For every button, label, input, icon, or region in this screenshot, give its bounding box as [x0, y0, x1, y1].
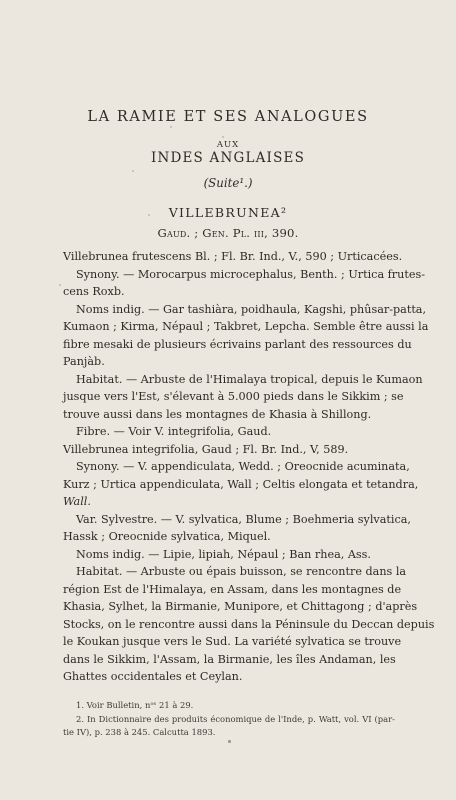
body-line: Wall.: [63, 495, 91, 508]
footnote-1: 1. Voir Bulletin, nᵒˢ 21 à 29.: [76, 700, 194, 710]
body-line: jusque vers l'Est, s'élevant à 5.000 pieds dans le Sikkim ; se: [63, 390, 404, 403]
article-title: LA RAMIE ET SES ANALOGUES: [87, 109, 369, 125]
genus-heading: VILLEBRUNEA²: [168, 205, 288, 220]
body-line: Stocks, on le rencontre aussi dans la Péninsule du Deccan depuis: [63, 618, 435, 631]
body-line: Synony. — Morocarpus microcephalus, Benth. ; Urtica frutes-: [76, 268, 425, 281]
scan-speck: [228, 740, 231, 743]
body-line: Noms indig. — Gar tashiàra, poidhaula, Kagshi, phûsar-patta,: [76, 303, 427, 316]
body-line: dans le Sikkim, l'Assam, la Birmanie, les îles Andaman, les: [63, 653, 396, 666]
body-line: Kumaon ; Kirma, Népaul ; Takbret, Lepcha. Semble être aussi la: [63, 320, 429, 333]
scan-speck: [59, 284, 61, 286]
body-line: Habitat. — Arbuste ou épais buisson, se rencontre dans la: [76, 565, 407, 578]
body-line: Habitat. — Arbuste de l'Himalaya tropical, depuis le Kumaon: [76, 373, 423, 386]
body-line: Var. Sylvestre. — V. sylvatica, Blume ; Boehmeria sylvatica,: [76, 513, 411, 526]
genus-authority: Gaud. ; Gen. Pl. iii, 390.: [157, 226, 299, 240]
body-line: le Koukan jusque vers le Sud. La variété sylvatica se trouve: [63, 635, 402, 648]
body-line: Kurz ; Urtica appendiculata, Wall ; Celtis elongata et tetandra,: [63, 478, 419, 491]
article-subtitle: INDES ANGLAISES: [150, 150, 306, 166]
body-line: Synony. — V. appendiculata, Wedd. ; Oreocnide acuminata,: [76, 460, 410, 473]
body-line: Hassk ; Oreocnide sylvatica, Miquel.: [63, 530, 271, 543]
body-line: région Est de l'Himalaya, en Assam, dans les montagnes de: [63, 583, 402, 596]
footnote-2-cont: tie IV), p. 238 à 245. Calcutta 1893.: [63, 727, 216, 737]
body-line: Villebrunea frutescens Bl. ; Fl. Br. Ind., V., 590 ; Urticacées.: [63, 250, 403, 263]
body-line: trouve aussi dans les montagnes de Khasia à Shillong.: [63, 408, 372, 421]
scan-speck: [170, 126, 172, 128]
continuation-note: (Suite¹.): [203, 176, 253, 190]
title-connector: AUX: [216, 140, 240, 150]
body-line: Ghattes occidentales et Ceylan.: [63, 670, 243, 683]
body-line: Khasia, Sylhet, la Birmanie, Munipore, et Chittagong ; d'après: [63, 600, 418, 613]
body-line: Villebrunea integrifolia, Gaud ; Fl. Br. Ind., V, 589.: [63, 443, 349, 456]
scan-speck: [222, 136, 224, 138]
body-line: cens Roxb.: [63, 285, 125, 298]
scan-speck: [148, 214, 150, 216]
scan-speck: [132, 170, 134, 172]
footnote-2: 2. In Dictionnaire des produits économique de l'Inde, p. Watt, vol. VI (par-: [76, 714, 395, 724]
body-line: Panjàb.: [63, 355, 105, 368]
body-line: Noms indig. — Lipie, lipiah, Népaul ; Ban rhea, Ass.: [76, 548, 371, 561]
body-line: fibre mesaki de plusieurs écrivains parlant des ressources du: [63, 338, 412, 351]
body-line: Fibre. — Voir V. integrifolia, Gaud.: [76, 425, 272, 438]
